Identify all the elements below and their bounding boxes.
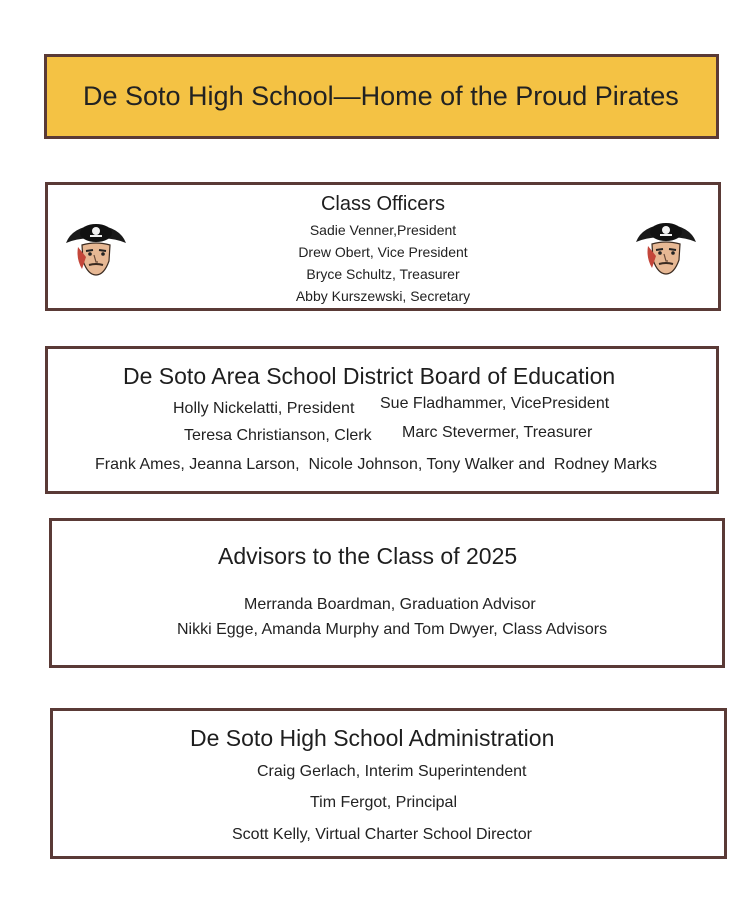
advisor-line: Nikki Egge, Amanda Murphy and Tom Dwyer, Class Advisors [177,621,608,638]
board-member: Sue Fladhammer, VicePresident [380,395,610,412]
section-heading: Class Officers [320,193,446,215]
officer-line: Bryce Schultz, Treasurer [306,266,460,282]
board-member: Marc Stevermer, Treasurer [402,424,593,441]
section-heading: Advisors to the Class of 2025 [218,543,518,569]
page-title: De Soto High School—Home of the Proud Pirates [83,81,679,111]
admin-line: Tim Fergot, Principal [310,794,457,811]
administration-section [50,708,727,859]
admin-line: Scott Kelly, Virtual Charter School Director [232,826,532,843]
officer-line: Drew Obert, Vice President [298,244,468,260]
header-banner [44,54,719,139]
section-heading: De Soto High School Administration [190,725,555,751]
class-officers-section [45,182,721,311]
officer-line: Abby Kurszewski, Secretary [295,288,471,304]
section-heading: De Soto Area School District Board of Education [123,363,616,389]
board-of-education-section [45,346,719,494]
board-members-list: Frank Ames, Jeanna Larson, Nicole Johnson, Tony Walker and Rodney Marks [95,456,658,473]
board-member: Holly Nickelatti, President [173,400,355,417]
advisors-section [49,518,725,668]
advisor-line: Merranda Boardman, Graduation Advisor [244,596,536,613]
board-member: Teresa Christianson, Clerk [184,427,372,444]
admin-line: Craig Gerlach, Interim Superintendent [257,763,527,780]
officer-line: Sadie Venner,President [309,222,457,238]
